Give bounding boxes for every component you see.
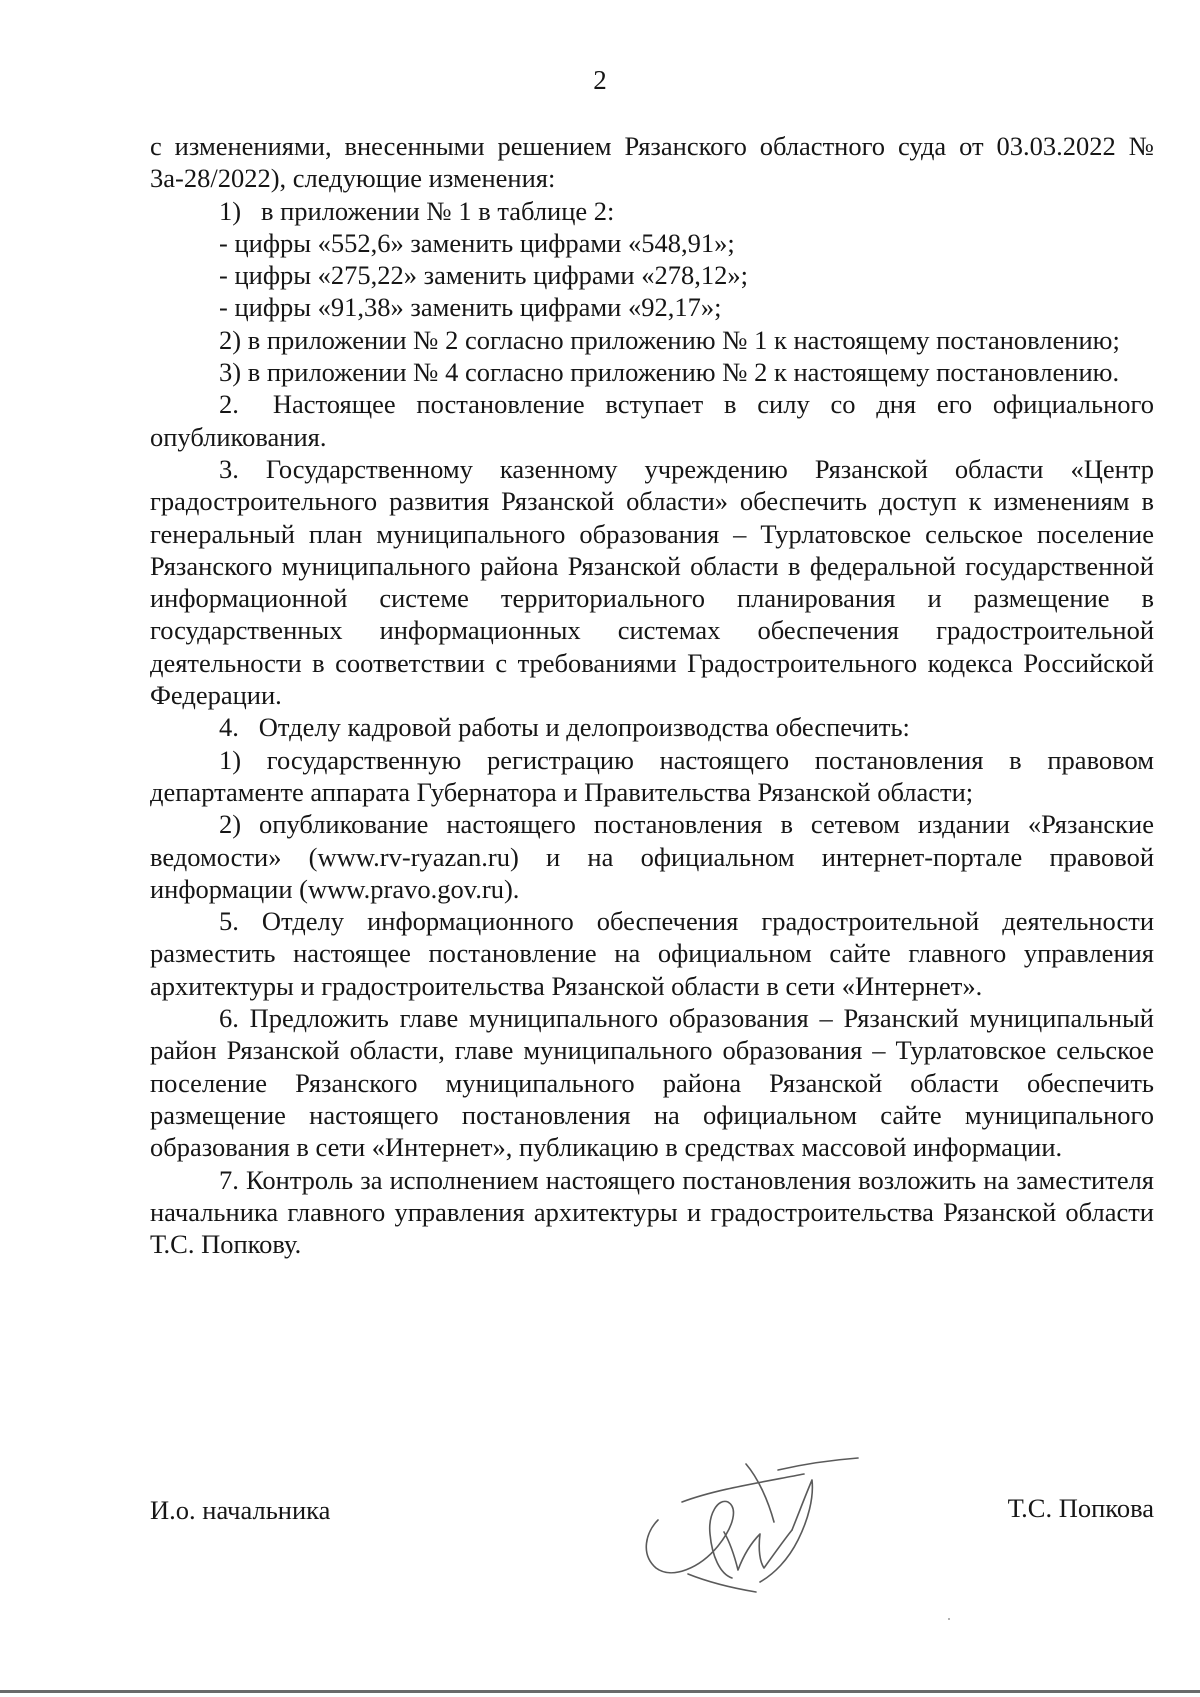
list-item-appendix-2: 2) в приложении № 2 согласно приложению № 1 к настоящему постановлению; [219, 324, 1120, 355]
list-item-figure-change-3: - цифры «91,38» заменить цифрами «92,17»; [219, 292, 722, 323]
list-item-appendix-4: 3) в приложении № 4 согласно приложению № 2 к настоящему постановлению. [219, 357, 1120, 388]
list-item-clause-4-1: 1) государственную регистрацию настоящего постановления в правовом департаменте аппарата Губернатора и Правительства Рязанской области; [150, 744, 1154, 807]
list-item-appendix-1: 1) в приложении № 1 в таблице 2: [219, 195, 615, 226]
signer-name: Т.С. Попкова [1007, 1493, 1154, 1523]
paragraph-clause-3: 3. Государственному казенному учреждению Рязанской области «Центр градостроительного развития Рязанской области» обеспечить доступ к изменениям в генеральный план муниципального образования – Турлатовское сельское поселение Рязанского муниципального района Рязанской области в федеральной государственной информационной системе территориального планирования и размещение в государственных информационных системах обеспечения градостроительной деятельности в соответствии с требованиями Градостроительного кодекса Российской Федерации. [150, 453, 1154, 711]
document-body [150, 130, 1154, 1260]
page-number: 2 [593, 65, 607, 95]
list-item-figure-change-1: - цифры «552,6» заменить цифрами «548,91»; [219, 227, 735, 258]
paragraph-clause-4: 4. Отделу кадровой работы и делопроизводства обеспечить: [219, 712, 910, 743]
paragraph-clause-2: 2. Настоящее постановление вступает в силу со дня его официального опубликования. [150, 389, 1154, 452]
list-item-clause-4-2: 2) опубликование настоящего постановления в сетевом издании «Рязанские ведомости» (www.rv-ryazan.ru) и на официальном интернет-портале правовой информации (www.pravo.gov.ru). [150, 809, 1154, 904]
handwritten-signature [628, 1450, 868, 1600]
page-bottom-edge [0, 1690, 1200, 1693]
paragraph-clause-5: 5. Отделу информационного обеспечения градостроительной деятельности разместить настоящее постановление на официальном сайте главного управления архитектуры и градостроительства Рязанской области в сети «Интернет». [150, 906, 1154, 1001]
list-item-figure-change-2: - цифры «275,22» заменить цифрами «278,12»; [219, 260, 748, 291]
paragraph-clause-7: 7. Контроль за исполнением настоящего постановления возложить на заместителя начальника главного управления архитектуры и градостроительства Рязанской области Т.С. Попкову. [150, 1164, 1154, 1260]
paragraph-clause-6: 6. Предложить главе муниципального образования – Рязанский муниципальный район Рязанской области, главе муниципального образования – Турлатовское сельское поселение Рязанского муниципального района Рязанской области обеспечить размещение настоящего постановления на официальном сайте муниципального образования в сети «Интернет», публикацию в средствах массовой информации. [150, 1003, 1154, 1163]
signer-position-title: И.о. начальника [150, 1495, 331, 1525]
scan-speck [948, 1618, 950, 1620]
paragraph-intro-continuation: с изменениями, внесенными решением Рязанского областного суда от 03.03.2022 № 3а-28/2022), следующие изменения: [150, 131, 1154, 194]
